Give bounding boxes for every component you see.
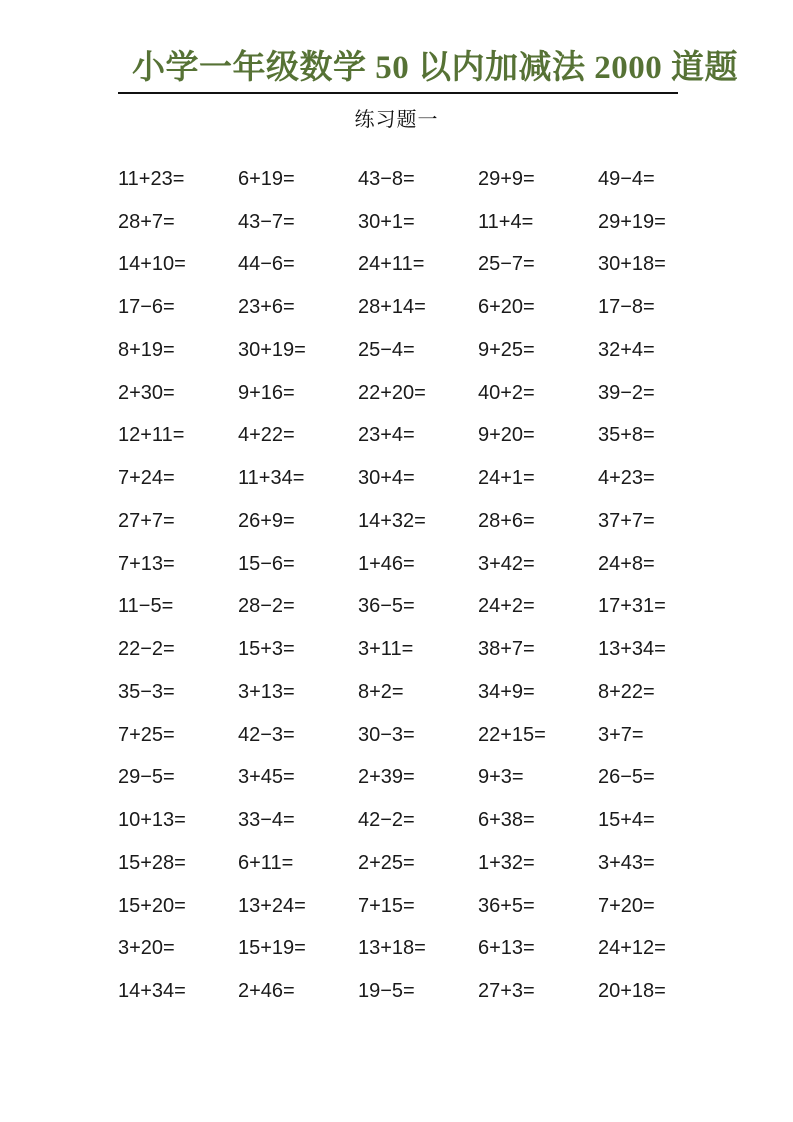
problem-37: 11+34= <box>238 467 305 490</box>
problem-59: 38+7= <box>478 638 535 661</box>
problem-68: 30−3= <box>358 723 415 746</box>
problem-92: 15+19= <box>238 937 306 960</box>
problem-99: 27+3= <box>478 980 535 1003</box>
problem-52: 28−2= <box>238 595 295 618</box>
problem-40: 4+23= <box>598 467 655 490</box>
problem-57: 15+3= <box>238 638 295 661</box>
problem-76: 10+13= <box>118 809 186 832</box>
problem-82: 6+11= <box>238 851 294 874</box>
problem-12: 44−6= <box>238 253 295 276</box>
problem-33: 23+4= <box>358 424 415 447</box>
worksheet-title: 小学一年级数学 50 以内加减法 2000 道题 <box>132 50 738 86</box>
problem-62: 3+13= <box>238 680 295 703</box>
problem-63: 8+2= <box>358 680 404 703</box>
problem-84: 1+32= <box>478 851 535 874</box>
problem-13: 24+11= <box>358 253 425 276</box>
problem-39: 24+1= <box>478 467 535 490</box>
problem-43: 14+32= <box>358 509 426 532</box>
problem-46: 7+13= <box>118 552 175 575</box>
problem-18: 28+14= <box>358 296 426 319</box>
worksheet-header <box>118 50 738 94</box>
problem-10: 29+19= <box>598 210 666 233</box>
problem-78: 42−2= <box>358 809 415 832</box>
problem-91: 3+20= <box>118 937 175 960</box>
problem-81: 15+28= <box>118 851 186 874</box>
problem-94: 6+13= <box>478 937 535 960</box>
problem-67: 42−3= <box>238 723 295 746</box>
problem-53: 36−5= <box>358 595 415 618</box>
problem-3: 43−8= <box>358 167 415 190</box>
problem-87: 13+24= <box>238 894 306 917</box>
problem-19: 6+20= <box>478 296 535 319</box>
problems-grid <box>118 158 793 1013</box>
problem-61: 35−3= <box>118 680 175 703</box>
problem-31: 12+11= <box>118 424 185 447</box>
problem-49: 3+42= <box>478 552 535 575</box>
problem-36: 7+24= <box>118 467 175 490</box>
problem-55: 17+31= <box>598 595 666 618</box>
problem-48: 1+46= <box>358 552 415 575</box>
problem-50: 24+8= <box>598 552 655 575</box>
problem-86: 15+20= <box>118 894 186 917</box>
problem-58: 3+11= <box>358 638 414 661</box>
problem-29: 40+2= <box>478 381 535 404</box>
problem-35: 35+8= <box>598 424 655 447</box>
problem-20: 17−8= <box>598 296 655 319</box>
problem-17: 23+6= <box>238 296 295 319</box>
problem-34: 9+20= <box>478 424 535 447</box>
problem-66: 7+25= <box>118 723 175 746</box>
problem-23: 25−4= <box>358 338 415 361</box>
problem-47: 15−6= <box>238 552 295 575</box>
problem-1: 11+23= <box>118 167 185 190</box>
problem-6: 28+7= <box>118 210 175 233</box>
problem-64: 34+9= <box>478 680 535 703</box>
problem-26: 2+30= <box>118 381 175 404</box>
problem-90: 7+20= <box>598 894 655 917</box>
problem-27: 9+16= <box>238 381 295 404</box>
problem-97: 2+46= <box>238 980 295 1003</box>
worksheet-subtitle: 练习题一 <box>354 108 439 131</box>
problem-79: 6+38= <box>478 809 535 832</box>
problem-83: 2+25= <box>358 851 415 874</box>
problem-21: 8+19= <box>118 338 175 361</box>
problem-77: 33−4= <box>238 809 295 832</box>
problem-8: 30+1= <box>358 210 415 233</box>
problem-41: 27+7= <box>118 509 175 532</box>
problem-73: 2+39= <box>358 766 415 789</box>
problem-89: 36+5= <box>478 894 535 917</box>
problem-56: 22−2= <box>118 638 175 661</box>
problem-22: 30+19= <box>238 338 306 361</box>
problem-96: 14+34= <box>118 980 186 1003</box>
problem-72: 3+45= <box>238 766 295 789</box>
problem-80: 15+4= <box>598 809 655 832</box>
problem-95: 24+12= <box>598 937 666 960</box>
problem-98: 19−5= <box>358 980 415 1003</box>
problem-9: 11+4= <box>478 210 534 233</box>
problem-42: 26+9= <box>238 509 295 532</box>
problem-2: 6+19= <box>238 167 295 190</box>
problem-70: 3+7= <box>598 723 644 746</box>
problem-11: 14+10= <box>118 253 186 276</box>
problem-74: 9+3= <box>478 766 524 789</box>
problem-25: 32+4= <box>598 338 655 361</box>
problem-93: 13+18= <box>358 937 426 960</box>
problem-5: 49−4= <box>598 167 655 190</box>
problem-16: 17−6= <box>118 296 175 319</box>
problem-30: 39−2= <box>598 381 655 404</box>
problem-7: 43−7= <box>238 210 295 233</box>
problem-32: 4+22= <box>238 424 295 447</box>
problem-88: 7+15= <box>358 894 415 917</box>
problem-51: 11−5= <box>118 595 174 618</box>
problem-38: 30+4= <box>358 467 415 490</box>
problem-14: 25−7= <box>478 253 535 276</box>
problem-60: 13+34= <box>598 638 666 661</box>
problem-28: 22+20= <box>358 381 426 404</box>
problem-44: 28+6= <box>478 509 535 532</box>
problem-100: 20+18= <box>598 980 666 1003</box>
problem-71: 29−5= <box>118 766 175 789</box>
problem-54: 24+2= <box>478 595 535 618</box>
problem-4: 29+9= <box>478 167 535 190</box>
problem-65: 8+22= <box>598 680 655 703</box>
problem-69: 22+15= <box>478 723 546 746</box>
problem-24: 9+25= <box>478 338 535 361</box>
problem-15: 30+18= <box>598 253 666 276</box>
problem-75: 26−5= <box>598 766 655 789</box>
problem-45: 37+7= <box>598 509 655 532</box>
problem-85: 3+43= <box>598 851 655 874</box>
